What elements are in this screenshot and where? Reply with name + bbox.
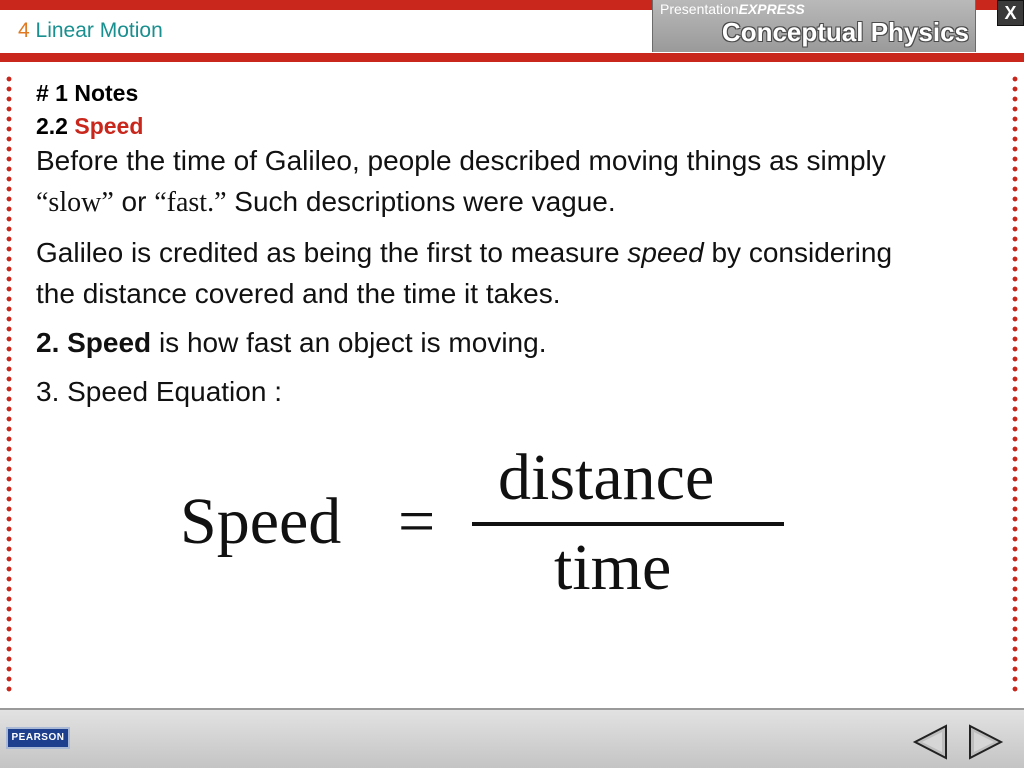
fraction-bar [472, 522, 784, 526]
equation-denominator: time [554, 531, 672, 604]
presentation-express-logo [652, 0, 976, 52]
triangle-right-icon [966, 723, 1004, 761]
brand-product: Conceptual Physics [721, 17, 969, 47]
triangle-left-icon [912, 723, 950, 761]
speed-equation-label: 3. Speed Equation : [36, 376, 282, 407]
brand-prefix: PresentationEXPRESS [660, 1, 805, 17]
slide-footer [0, 708, 1024, 768]
equation-lhs: Speed [180, 485, 342, 558]
section-keyword: Speed [74, 113, 144, 139]
speed-definition: 2. Speed is how fast an object is moving. [36, 327, 547, 358]
chapter-number: 4 [18, 19, 30, 42]
speed-term: 2. Speed [36, 327, 152, 358]
speed-emphasis: speed [627, 237, 704, 268]
section-number: 2.2 [36, 113, 68, 139]
chapter-title [18, 19, 163, 43]
pearson-logo: PEARSON [6, 727, 70, 749]
speed-equation [180, 440, 800, 610]
next-slide-button[interactable] [966, 723, 1004, 761]
slide-header [0, 0, 1024, 62]
notes-heading: # 1 Notes [36, 80, 139, 106]
left-dotted-border [6, 74, 12, 694]
close-button[interactable]: X [997, 0, 1024, 26]
previous-slide-button[interactable] [912, 723, 950, 761]
paragraph-galileo-speed: Galileo is credited as being the first to measure speed by considering the distance covered and the time it takes. [36, 237, 893, 309]
equation-numerator: distance [498, 441, 715, 514]
paragraph-galileo-history: Before the time of Galileo, people described moving things as simply “slow” or “fast.” Such descriptions were vague. [36, 145, 886, 218]
chapter-name: Linear Motion [35, 19, 163, 42]
right-dotted-border [1012, 74, 1018, 694]
equation-equals: = [398, 485, 436, 558]
section-heading [36, 113, 143, 140]
header-bottom-stripe [0, 53, 1024, 62]
